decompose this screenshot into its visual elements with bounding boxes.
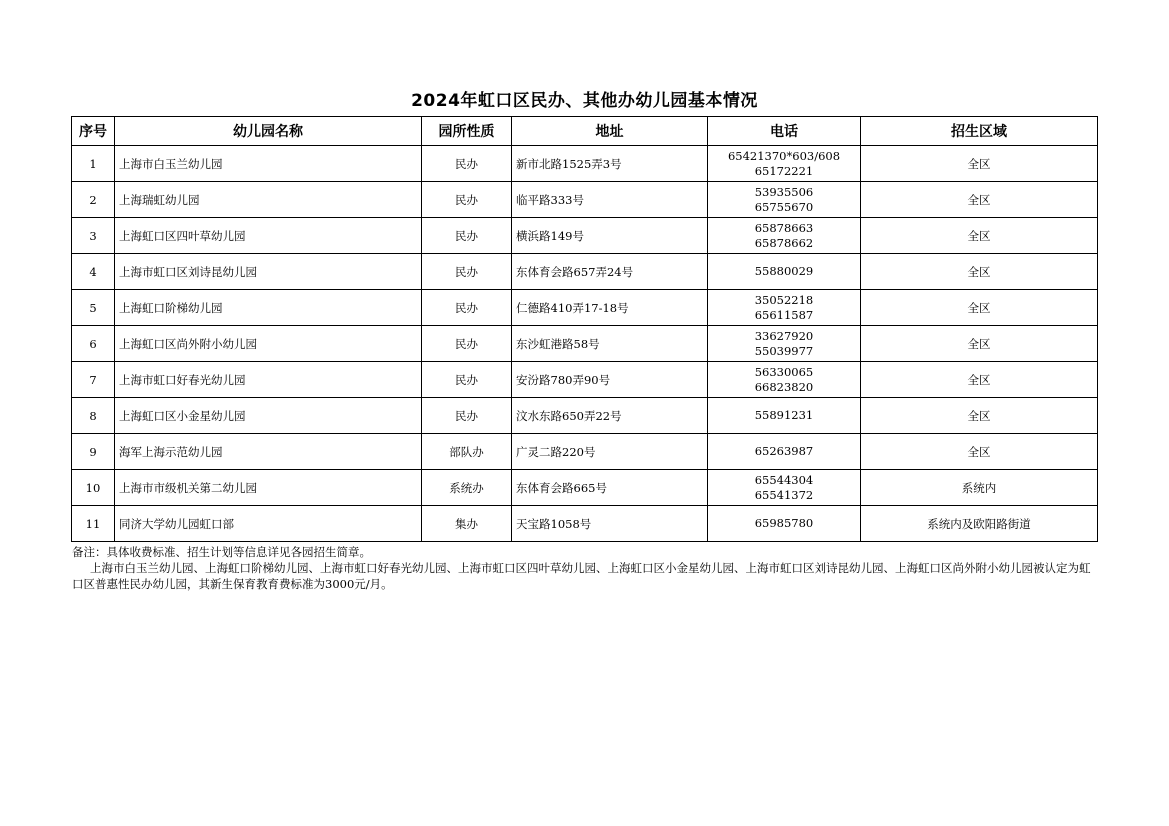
cell-area: 全区 [861, 362, 1098, 398]
phone-number: 55891231 [754, 408, 814, 422]
cell-phone [708, 362, 861, 398]
page-title: 2024年虹口区民办、其他办幼儿园基本情况 [411, 91, 758, 111]
cell-no: 6 [72, 326, 115, 362]
table-row [72, 506, 1098, 542]
cell-type: 部队办 [422, 434, 512, 470]
cell-type: 集办 [422, 506, 512, 542]
table-header-row [72, 117, 1098, 146]
kindergarten-table [71, 116, 1098, 542]
cell-area: 全区 [861, 398, 1098, 434]
cell-no: 2 [72, 182, 115, 218]
table-row [72, 470, 1098, 506]
cell-name: 上海虹口区小金星幼儿园 [115, 398, 422, 434]
phone-number: 65878663 [754, 220, 814, 235]
cell-name: 上海市虹口好春光幼儿园 [115, 362, 422, 398]
phone-number: 56330065 [754, 364, 814, 379]
cell-type: 系统办 [422, 470, 512, 506]
cell-type: 民办 [422, 362, 512, 398]
cell-address: 天宝路1058号 [512, 506, 708, 542]
cell-no: 9 [72, 434, 115, 470]
cell-address: 新市北路1525弄3号 [512, 146, 708, 182]
table-body [72, 146, 1098, 542]
phone-number: 55880029 [754, 264, 814, 278]
cell-phone [708, 470, 861, 506]
cell-area: 全区 [861, 434, 1098, 470]
cell-address: 临平路333号 [512, 182, 708, 218]
header-name: 幼儿园名称 [115, 117, 422, 146]
phone-number: 55039977 [754, 343, 814, 358]
cell-type: 民办 [422, 254, 512, 290]
table-row [72, 326, 1098, 362]
cell-phone [708, 398, 861, 434]
table-row [72, 290, 1098, 326]
cell-name: 上海虹口阶梯幼儿园 [115, 290, 422, 326]
cell-address: 东沙虹港路58号 [512, 326, 708, 362]
header-no: 序号 [72, 117, 115, 146]
header-phone: 电话 [708, 117, 861, 146]
cell-phone [708, 254, 861, 290]
note-line-1: 备注：具体收费标准、招生计划等信息详见各园招生简章。 [72, 545, 371, 559]
table-row [72, 254, 1098, 290]
cell-no: 5 [72, 290, 115, 326]
table-row [72, 434, 1098, 470]
cell-address: 东体育会路665号 [512, 470, 708, 506]
cell-name: 上海市市级机关第二幼儿园 [115, 470, 422, 506]
cell-phone [708, 218, 861, 254]
notes [72, 544, 1098, 592]
cell-type: 民办 [422, 146, 512, 182]
cell-name: 海军上海示范幼儿园 [115, 434, 422, 470]
table-row [72, 182, 1098, 218]
cell-phone [708, 182, 861, 218]
header-type: 园所性质 [422, 117, 512, 146]
phone-number: 65172221 [754, 163, 814, 178]
phone-number: 65541372 [754, 487, 814, 502]
cell-no: 1 [72, 146, 115, 182]
cell-phone [708, 290, 861, 326]
cell-name: 上海瑞虹幼儿园 [115, 182, 422, 218]
cell-no: 3 [72, 218, 115, 254]
cell-address: 汶水东路650弄22号 [512, 398, 708, 434]
cell-area: 系统内及欧阳路街道 [861, 506, 1098, 542]
cell-address: 广灵二路220号 [512, 434, 708, 470]
cell-name: 上海市白玉兰幼儿园 [115, 146, 422, 182]
cell-type: 民办 [422, 290, 512, 326]
phone-number: 33627920 [754, 328, 814, 343]
cell-area: 全区 [861, 218, 1098, 254]
cell-area: 全区 [861, 326, 1098, 362]
cell-area: 全区 [861, 290, 1098, 326]
cell-address: 横浜路149号 [512, 218, 708, 254]
cell-type: 民办 [422, 218, 512, 254]
note-line-2: 上海市白玉兰幼儿园、上海虹口阶梯幼儿园、上海市虹口好春光幼儿园、上海市虹口区四叶草幼儿园、上海虹口区小金星幼儿园、上海市虹口区刘诗昆幼儿园、上海虹口区尚外附小幼儿园被认定为虹口区普惠性民办幼儿园，其新生保育教育费标准为3000元/月。 [72, 561, 1091, 591]
table-row [72, 146, 1098, 182]
cell-phone [708, 434, 861, 470]
cell-name: 上海虹口区四叶草幼儿园 [115, 218, 422, 254]
cell-name: 上海市虹口区刘诗昆幼儿园 [115, 254, 422, 290]
cell-type: 民办 [422, 326, 512, 362]
cell-no: 7 [72, 362, 115, 398]
cell-no: 10 [72, 470, 115, 506]
phone-number: 53935506 [754, 184, 814, 199]
header-area: 招生区域 [861, 117, 1098, 146]
cell-type: 民办 [422, 398, 512, 434]
phone-number: 65985780 [754, 516, 814, 530]
cell-area: 全区 [861, 146, 1098, 182]
phone-number: 35052218 [754, 292, 814, 307]
phone-number: 65263987 [754, 444, 814, 458]
cell-address: 安汾路780弄90号 [512, 362, 708, 398]
cell-no: 4 [72, 254, 115, 290]
table-row [72, 398, 1098, 434]
cell-phone [708, 326, 861, 362]
table-row [72, 362, 1098, 398]
phone-number: 65878662 [754, 235, 814, 250]
cell-name: 同济大学幼儿园虹口部 [115, 506, 422, 542]
cell-address: 东体育会路657弄24号 [512, 254, 708, 290]
cell-area: 系统内 [861, 470, 1098, 506]
phone-number: 65421370*603/608 [727, 148, 841, 163]
cell-type: 民办 [422, 182, 512, 218]
cell-name: 上海虹口区尚外附小幼儿园 [115, 326, 422, 362]
header-address: 地址 [512, 117, 708, 146]
phone-number: 66823820 [754, 379, 814, 394]
cell-address: 仁德路410弄17-18号 [512, 290, 708, 326]
table-row [72, 218, 1098, 254]
phone-number: 65755670 [754, 199, 814, 214]
phone-number: 65544304 [754, 472, 814, 487]
cell-area: 全区 [861, 254, 1098, 290]
cell-area: 全区 [861, 182, 1098, 218]
cell-phone [708, 506, 861, 542]
cell-no: 11 [72, 506, 115, 542]
phone-number: 65611587 [754, 307, 814, 322]
cell-phone [708, 146, 861, 182]
cell-no: 8 [72, 398, 115, 434]
